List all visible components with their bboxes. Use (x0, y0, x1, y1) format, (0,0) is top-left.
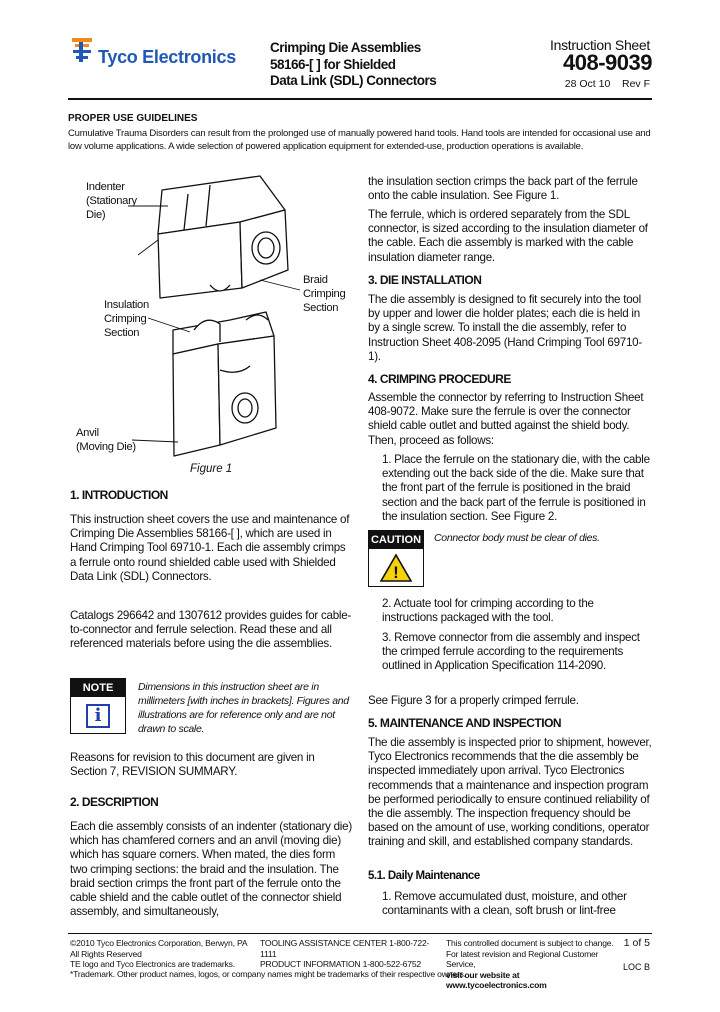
document-title (270, 40, 436, 90)
warning-triangle-icon (379, 553, 413, 583)
footer-line: TOOLING ASSISTANCE CENTER 1-800-722-1111 (260, 938, 430, 959)
figure-caption: Figure 1 (190, 463, 233, 475)
paragraph: This instruction sheet covers the use and maintenance of Crimping Die Assemblies 58166-[ ], which are used in Hand Crimping Tool 69710-1. Each die assembly crimps a ferrule onto round shielded cable used with Shielded Data Link (SDL) Connectors. (70, 513, 350, 583)
footer-line: TE logo and Tyco Electronics are trademarks. (70, 959, 235, 969)
company-logo-text: Tyco Electronics (98, 47, 236, 67)
procedure-step: 1. Place the ferrule on the stationary die, with the cable extending out the back side of the die. Make sure that the front part of the ferrule is positioned in the braid section and the back part of the ferrule is positioned in the insulation section. See Figure 2. (382, 453, 650, 523)
footer-line: This controlled document is subject to change. (446, 938, 614, 948)
caution-badge (368, 530, 424, 587)
label-line: Section (303, 302, 339, 314)
section-heading: 2. DESCRIPTION (70, 795, 159, 809)
paragraph: Catalogs 296642 and 1307612 provides guides for cable-to-connector and ferrule selection. Read these and all referenced materials before using the die assemblies. (70, 609, 352, 651)
title-line: Crimping Die Assemblies (270, 40, 421, 55)
section-heading: 5. MAINTENANCE AND INSPECTION (368, 716, 562, 730)
footer-divider (68, 933, 652, 934)
caution-label: CAUTION (369, 531, 423, 549)
date-revision: 28 Oct 10 Rev F (564, 78, 650, 90)
proper-use-text: Cumulative Trauma Disorders can result from the prolonged use of manually powered hand tools. Hand tools are intended for occasional use and low volume applications. A wide selection of powered application equipment for extended-use, production operations is available. (68, 128, 651, 152)
footer-line: PRODUCT INFORMATION 1-800-522-6752 (260, 959, 421, 969)
paragraph: See Figure 3 for a properly crimped ferrule. (368, 694, 579, 707)
note-text: Dimensions in this instruction sheet are in millimeters [with inches in brackets]. Figures and illustrations are for reference only and are not drawn to scale. (138, 681, 349, 735)
label-line: Section (104, 327, 140, 339)
section-heading: 4. CRIMPING PROCEDURE (368, 372, 511, 386)
label-line: Anvil (76, 427, 99, 439)
footer-trademark: *Trademark. Other product names, logos, or company names might be trademarks of their respective owners. (70, 969, 466, 979)
label-indenter (86, 180, 137, 222)
footer-line: All Rights Reserved (70, 948, 142, 959)
proper-use-heading: PROPER USE GUIDELINES (68, 113, 198, 124)
label-line: Die) (86, 209, 106, 221)
paragraph: Reasons for revision to this document are given in Section 7, REVISION SUMMARY. (70, 751, 315, 779)
paragraph: Assemble the connector by referring to Instruction Sheet 408-9072. Make sure the ferrule is over the connector shield cable outlet and butted against the shield body. Then, proceed as follows: (368, 391, 644, 447)
location-code: LOC B (622, 962, 650, 972)
footer-line: For latest revision and Regional Customer Service, (446, 948, 599, 969)
procedure-step: 1. Remove accumulated dust, moisture, and other contaminants with a clean, soft brush or lint-free (382, 890, 627, 918)
title-line: 58166-[ ] for Shielded (270, 56, 396, 72)
title-line: Data Link (SDL) Connectors (270, 73, 437, 88)
label-line: Braid (303, 274, 328, 286)
footer-line: ©2010 Tyco Electronics Corporation, Berwyn, PA (70, 938, 248, 948)
footer-contact (260, 938, 440, 970)
sheet-label: Instruction Sheet (550, 37, 650, 53)
section-heading: 1. INTRODUCTION (70, 488, 168, 502)
page-number: 1 of 5 (623, 937, 650, 949)
label-line: (Stationary (86, 195, 137, 207)
label-anvil (76, 426, 136, 454)
note-label: NOTE (71, 679, 125, 697)
label-line: Insulation (104, 299, 149, 311)
section-heading: 3. DIE INSTALLATION (368, 273, 482, 287)
info-icon: i (86, 704, 110, 728)
procedure-step: 2. Actuate tool for crimping according to the instructions packaged with the tool. (382, 597, 594, 625)
header-divider (68, 98, 652, 100)
footer-copyright (70, 938, 250, 970)
warning-glyph: ! (393, 563, 399, 582)
paragraph: The die assembly is designed to fit securely into the tool by upper and lower die holder plates; each die is held in by a single screw. To install the die assembly, refer to Instruction Sheet 408-2095 (Hand Crimping Tool 69710-1). (368, 293, 642, 363)
subsection-heading: 5.1. Daily Maintenance (368, 870, 480, 882)
footer-controlled-doc (446, 938, 616, 991)
label-line: Crimping (104, 313, 147, 325)
footer-line: visit our website at www.tycoelectronics.com (446, 969, 547, 990)
label-braid (303, 273, 345, 315)
paragraph: The die assembly is inspected prior to shipment, however, Tyco Electronics recommends that the die assembly be inspected immediately upon arrival. Tyco Electronics recommends that a maintenance and inspection program be performed periodically to ensure continued reliability of the die assembly. The inspection frequency should be based on the amount of use, working conditions, operator training and skill, and established company standards. (368, 736, 652, 849)
label-line: (Moving Die) (76, 441, 136, 453)
label-insulation (104, 298, 149, 340)
note-badge (70, 678, 126, 734)
label-line: Indenter (86, 181, 125, 193)
tyco-logo-icon (70, 38, 96, 64)
paragraph: The ferrule, which is ordered separately from the SDL connector, is sized according to the insulation diameter of the cable. Each die assembly is marked with the cable insulation diameter range. (368, 208, 648, 264)
paragraph: the insulation section crimps the back part of the ferrule onto the cable insulation. See Figure 1. (368, 175, 638, 203)
caution-text: Connector body must be clear of dies. (434, 532, 600, 544)
paragraph: Each die assembly consists of an indenter (stationary die) which has chamfered corners and an anvil (moving die) which has square corners. When mated, the dies form two crimping sections: the braid and the insulation. The braid section crimps the front part of the ferrule onto the cable shield and the cable outlet of the connector shield assembly, and simultaneously, (70, 820, 352, 919)
label-line: Crimping (303, 288, 346, 300)
procedure-step: 3. Remove connector from die assembly and inspect the crimped ferrule according to the requirements outlined in Application Specification 114-2090. (382, 631, 640, 673)
sheet-number: 408-9039 (563, 50, 652, 75)
